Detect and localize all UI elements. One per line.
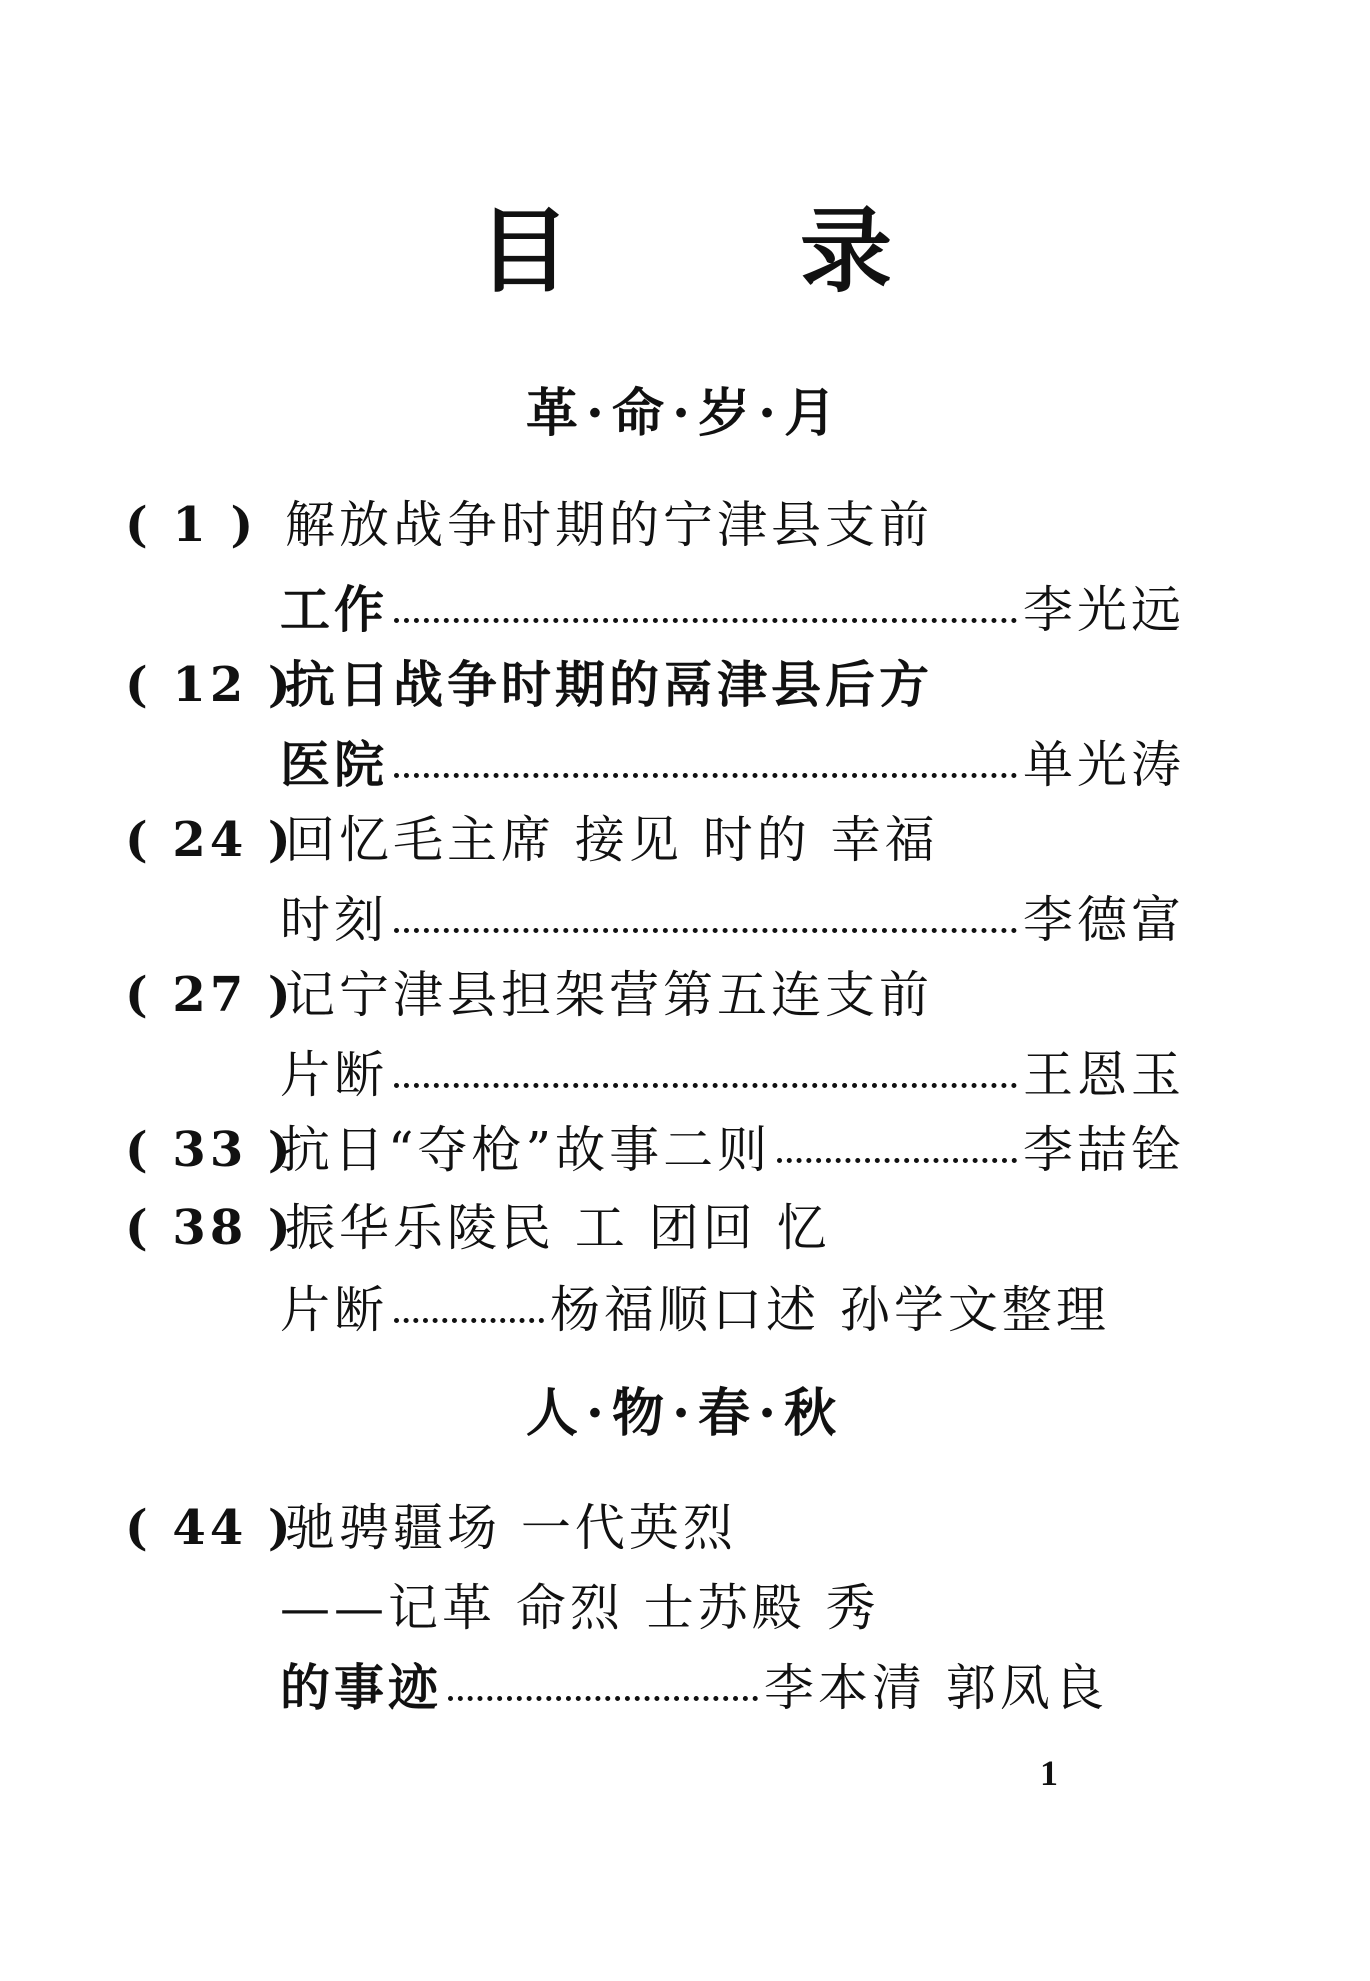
toc-row xyxy=(280,1658,1185,1718)
toc-row xyxy=(280,735,1185,795)
dot-leader xyxy=(777,1158,1017,1163)
entry-author: 单光涛 xyxy=(1023,736,1185,794)
entry-author: 李光远 xyxy=(1023,581,1185,639)
entry-author: 李喆铨 xyxy=(1023,1121,1185,1179)
dot-leader xyxy=(394,1318,544,1323)
entry-title-continuation: 医院 xyxy=(280,735,388,794)
entry-page-number: ( 38 ) xyxy=(125,1200,295,1256)
entry-title: 解放战争时期的宁津县支前 xyxy=(285,496,933,554)
dot-leader xyxy=(448,1696,758,1701)
dot-leader xyxy=(394,618,1017,623)
entry-title: 驰骋疆场 一代英烈 xyxy=(285,1499,737,1557)
entry-page-number: ( 24 ) xyxy=(125,812,295,868)
entry-title-continuation: 工作 xyxy=(280,580,388,639)
section-heading-people: 人·物·春·秋 xyxy=(525,1383,845,1444)
entry-page-number: ( 44 ) xyxy=(125,1500,295,1556)
entry-title-continuation: 片断 xyxy=(280,1281,388,1339)
entry-author: 李本清 郭凤良 xyxy=(764,1659,1108,1717)
entry-subtitle: ——记革 命烈 士苏殿 秀 xyxy=(280,1579,880,1637)
toc-row xyxy=(280,1280,1185,1340)
entry-page-number: ( 12 ) xyxy=(125,657,295,713)
entry-title: 抗日“夺枪”故事二则 xyxy=(280,1121,772,1179)
entry-title: 抗日战争时期的鬲津县后方 xyxy=(285,655,933,714)
entry-page-number: ( 33 ) xyxy=(125,1122,295,1178)
entry-author: 杨福顺口述 孙学文整理 xyxy=(550,1281,1110,1339)
entry-title: 记宁津县担架营第五连支前 xyxy=(285,966,933,1024)
entry-title: 振华乐陵民 工 团回 忆 xyxy=(285,1199,831,1257)
entry-author: 李德富 xyxy=(1023,891,1185,949)
toc-row xyxy=(280,890,1185,950)
toc-row xyxy=(280,1045,1185,1105)
entry-title-continuation: 片断 xyxy=(280,1046,388,1104)
entry-page-number: ( 27 ) xyxy=(125,967,295,1023)
entry-title-continuation: 时刻 xyxy=(280,891,388,949)
page-number: 1 xyxy=(1040,1753,1058,1793)
dot-leader xyxy=(394,928,1017,933)
toc-row xyxy=(280,580,1185,640)
entry-author: 王恩玉 xyxy=(1023,1046,1185,1104)
page-title: 目录 xyxy=(478,197,1122,305)
toc-row xyxy=(280,1120,1185,1180)
dot-leader xyxy=(394,773,1017,778)
entry-title: 回忆毛主席 接见 时的 幸福 xyxy=(285,811,939,869)
dot-leader xyxy=(394,1083,1017,1088)
section-heading-revolution: 革·命·岁·月 xyxy=(525,383,845,444)
entry-title-continuation: 的事迹 xyxy=(280,1658,442,1717)
entry-page-number: ( 1 ) xyxy=(125,497,258,553)
